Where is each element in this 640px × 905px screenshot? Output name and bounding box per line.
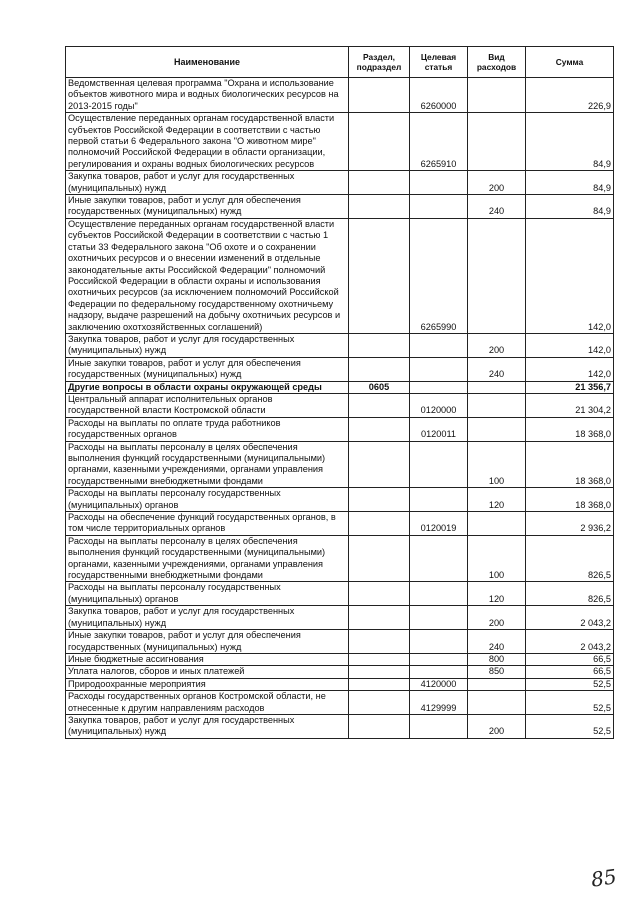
table-header-row [66,47,614,78]
table-row [66,78,614,113]
cell-target: 4120000 [410,678,468,690]
cell-name: Закупка товаров, работ и услуг для государственных (муниципальных) нужд [66,606,349,630]
cell-target: 6265910 [410,113,468,171]
cell-name: Закупка товаров, работ и услуг для государственных (муниципальных) нужд [66,714,349,738]
cell-type [468,678,526,690]
cell-type: 200 [468,606,526,630]
cell-name: Иные закупки товаров, работ и услуг для обеспечения государственных (муниципальных) нужд [66,630,349,654]
cell-sum: 21 356,7 [526,381,614,393]
header-section: Раздел, подраздел [349,47,410,78]
cell-target [410,666,468,678]
cell-target: 6260000 [410,78,468,113]
cell-sum: 826,5 [526,582,614,606]
cell-sum: 2 936,2 [526,512,614,536]
table-row [66,218,614,333]
cell-type [468,381,526,393]
budget-table [65,46,614,739]
cell-section [349,653,410,665]
cell-sum: 142,0 [526,333,614,357]
cell-target [410,714,468,738]
cell-type [468,78,526,113]
cell-type: 120 [468,488,526,512]
cell-section [349,78,410,113]
cell-target [410,535,468,582]
cell-target [410,171,468,195]
cell-section [349,195,410,219]
cell-target: 0120000 [410,393,468,417]
cell-type [468,393,526,417]
cell-section [349,171,410,195]
cell-name: Расходы на выплаты персоналу в целях обеспечения выполнения функций государственными (муниципальными) органами, казенными учреждениями, органами управления государственными внебюджетными фондами [66,535,349,582]
cell-sum: 84,9 [526,171,614,195]
cell-name: Осуществление переданных органам государственной власти субъектов Российской Федерации в соответствии с частью 1 статьи 33 Федерального закона "Об охоте и о сохранении охотничьих ресурсов и о внесении изменений в отдельные законодательные акты Российской Федерации" полномочий Российской Федерации в области охраны и использования охотничьих ресурсов (за исключением полномочий Российской Федерации по федеральному государственному охотничьему надзору, выдаче разрешений на добычу охотничьих ресурсов и заключению охотхозяйственных соглашений) [66,218,349,333]
table-row [66,666,614,678]
table-row [66,393,614,417]
cell-section [349,333,410,357]
cell-type: 240 [468,357,526,381]
cell-type [468,417,526,441]
cell-type: 200 [468,714,526,738]
table-row [66,488,614,512]
cell-name: Иные закупки товаров, работ и услуг для обеспечения государственных (муниципальных) нужд [66,357,349,381]
cell-target: 0120019 [410,512,468,536]
cell-section [349,441,410,488]
cell-type [468,691,526,715]
header-type: Вид расходов [468,47,526,78]
cell-target [410,653,468,665]
cell-section [349,582,410,606]
cell-type: 100 [468,535,526,582]
table-row [66,195,614,219]
cell-type: 800 [468,653,526,665]
cell-type: 100 [468,441,526,488]
table-row [66,512,614,536]
cell-section [349,218,410,333]
table-row [66,678,614,690]
cell-section [349,606,410,630]
cell-section [349,666,410,678]
cell-section [349,714,410,738]
cell-type: 200 [468,171,526,195]
table-row [66,357,614,381]
cell-section [349,488,410,512]
table-body [66,78,614,739]
table-row [66,333,614,357]
cell-target [410,488,468,512]
cell-section [349,512,410,536]
header-name: Наименование [66,47,349,78]
cell-type: 120 [468,582,526,606]
cell-name: Расходы на выплаты персоналу государственных (муниципальных) органов [66,582,349,606]
cell-target [410,195,468,219]
cell-target [410,381,468,393]
cell-target: 4129999 [410,691,468,715]
table-row [66,535,614,582]
cell-section [349,535,410,582]
cell-type: 200 [468,333,526,357]
page-number: 85 [589,864,618,892]
cell-section: 0605 [349,381,410,393]
table-row [66,441,614,488]
cell-section [349,691,410,715]
table-row [66,171,614,195]
cell-name: Расходы на выплаты персоналу в целях обеспечения выполнения функций государственными (муниципальными) органами, казенными учреждениями, органами управления государственными внебюджетными фондами [66,441,349,488]
cell-sum: 52,5 [526,714,614,738]
header-target: Целевая статья [410,47,468,78]
cell-name: Расходы на выплаты по оплате труда работников государственных органов [66,417,349,441]
cell-sum: 66,5 [526,666,614,678]
cell-name: Ведомственная целевая программа "Охрана и использование объектов животного мира и водных биологических ресурсов на 2013-2015 годы" [66,78,349,113]
cell-name: Осуществление переданных органам государственной власти субъектов Российской Федерации в соответствии с частью первой статьи 6 Федерального закона "О животном мире" полномочий Российской Федерации в области организации, регулирования и охраны водных биологических ресурсов [66,113,349,171]
cell-target: 0120011 [410,417,468,441]
table-row [66,714,614,738]
cell-name: Природоохранные мероприятия [66,678,349,690]
header-sum: Сумма [526,47,614,78]
table-row [66,381,614,393]
cell-sum: 142,0 [526,357,614,381]
cell-sum: 21 304,2 [526,393,614,417]
cell-type [468,512,526,536]
cell-sum: 142,0 [526,218,614,333]
cell-sum: 2 043,2 [526,630,614,654]
cell-sum: 826,5 [526,535,614,582]
cell-section [349,357,410,381]
cell-name: Закупка товаров, работ и услуг для государственных (муниципальных) нужд [66,333,349,357]
cell-target [410,606,468,630]
cell-name: Центральный аппарат исполнительных органов государственной власти Костромской области [66,393,349,417]
cell-sum: 52,5 [526,691,614,715]
cell-sum: 18 368,0 [526,417,614,441]
cell-type: 240 [468,630,526,654]
cell-target: 6265990 [410,218,468,333]
cell-type [468,218,526,333]
cell-sum: 18 368,0 [526,488,614,512]
cell-name: Закупка товаров, работ и услуг для государственных (муниципальных) нужд [66,171,349,195]
cell-name: Иные закупки товаров, работ и услуг для обеспечения государственных (муниципальных) нужд [66,195,349,219]
cell-name: Уплата налогов, сборов и иных платежей [66,666,349,678]
cell-sum: 226,9 [526,78,614,113]
cell-section [349,417,410,441]
cell-type: 850 [468,666,526,678]
table-row [66,691,614,715]
cell-sum: 84,9 [526,113,614,171]
cell-sum: 84,9 [526,195,614,219]
cell-type: 240 [468,195,526,219]
cell-name: Другие вопросы в области охраны окружающей среды [66,381,349,393]
table-row [66,417,614,441]
cell-sum: 18 368,0 [526,441,614,488]
table-row [66,653,614,665]
table-row [66,113,614,171]
table-row [66,606,614,630]
table-row [66,630,614,654]
cell-target [410,441,468,488]
table-row [66,582,614,606]
cell-section [349,630,410,654]
cell-target [410,582,468,606]
cell-section [349,113,410,171]
cell-section [349,393,410,417]
cell-target [410,333,468,357]
cell-name: Иные бюджетные ассигнования [66,653,349,665]
cell-name: Расходы государственных органов Костромской области, не отнесенные к другим направлениям расходов [66,691,349,715]
cell-sum: 2 043,2 [526,606,614,630]
cell-sum: 66,5 [526,653,614,665]
cell-name: Расходы на выплаты персоналу государственных (муниципальных) органов [66,488,349,512]
cell-section [349,678,410,690]
cell-name: Расходы на обеспечение функций государственных органов, в том числе территориальных органов [66,512,349,536]
cell-target [410,357,468,381]
cell-sum: 52,5 [526,678,614,690]
cell-target [410,630,468,654]
cell-type [468,113,526,171]
